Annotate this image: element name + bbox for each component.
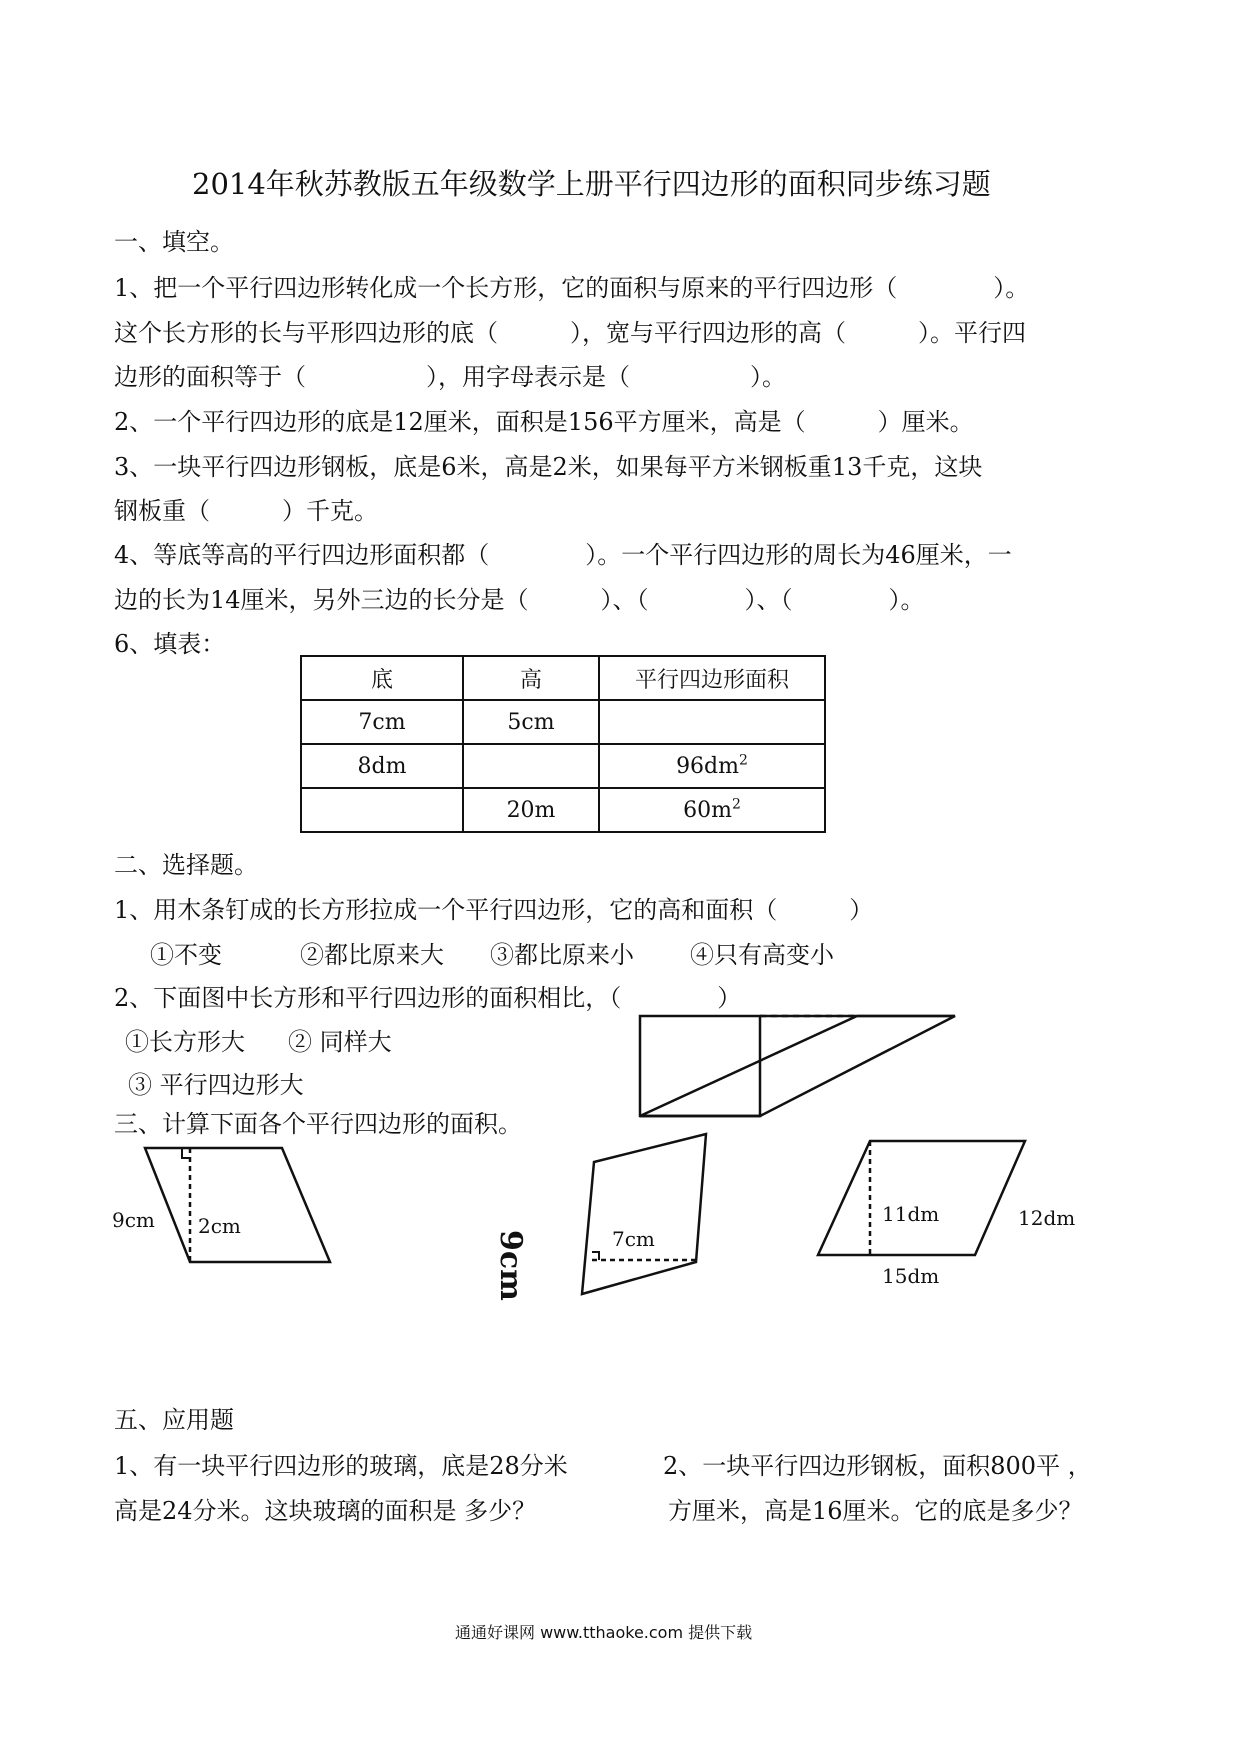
page-title: 2014年秋苏教版五年级数学上册平行四边形的面积同步练习题	[192, 167, 991, 201]
figure-label: 2cm	[198, 1214, 241, 1238]
question-line: 1、把一个平行四边形转化成一个长方形，它的面积与原来的平行四边形（ ）。	[114, 274, 1030, 302]
section-heading: 五、应用题	[114, 1406, 234, 1434]
figure-label: 11dm	[882, 1202, 940, 1226]
rect-vs-parallelogram-figure	[640, 1016, 955, 1116]
section-heading: 三、计算下面各个平行四边形的面积。	[114, 1110, 522, 1138]
superscript: 2	[731, 796, 741, 813]
question-line: 2、下面图中长方形和平行四边形的面积相比，（ ）	[114, 984, 742, 1012]
option: ①长方形大	[125, 1028, 245, 1056]
question-line: 高是24分米。这块玻璃的面积是 多少？	[114, 1497, 537, 1525]
parallelogram-figure-2	[582, 1134, 706, 1294]
table-cell: 8dm	[301, 744, 463, 788]
footer: 通通好课网 www.tthaoke.com 提供下载	[455, 1623, 753, 1642]
parallelogram-figure-1	[145, 1148, 330, 1262]
question-line: 钢板重（ ）千克。	[114, 497, 378, 525]
area-value: 96dm	[676, 753, 740, 779]
superscript: 2	[739, 752, 748, 769]
area-value: 60m	[683, 797, 732, 823]
figure-label: 12dm	[1018, 1206, 1076, 1230]
table-header: 底	[301, 656, 463, 700]
option: ①不变	[150, 941, 222, 969]
table-cell: 5cm	[463, 700, 599, 744]
question-line: 4、等底等高的平行四边形面积都（ ）。一个平行四边形的周长为46厘米，一	[114, 541, 1012, 569]
question-line: 边形的面积等于（ ），用字母表示是（ ）。	[114, 363, 786, 391]
option: ④只有高变小	[690, 941, 834, 969]
question-line: 方厘米，高是16厘米。它的底是多少？	[668, 1497, 1083, 1525]
figure-label: 9cm	[112, 1208, 155, 1232]
question-line: 2、一个平行四边形的底是12厘米，面积是156平方厘米，高是（ ）厘米。	[114, 408, 974, 436]
table-cell: 20m	[463, 788, 599, 832]
option: ③都比原来小	[490, 941, 634, 969]
section-heading: 一、填空。	[114, 228, 234, 256]
figure-label: 7cm	[612, 1227, 655, 1251]
figure-label: 9cm	[493, 1230, 528, 1301]
section-heading: 二、选择题。	[114, 851, 258, 879]
question-line: 6、填表：	[114, 630, 226, 658]
question-line: 3、一块平行四边形钢板，底是6米，高是2米，如果每平方米钢板重13千克，这块	[114, 453, 983, 481]
option: ②都比原来大	[300, 941, 444, 969]
question-line: 这个长方形的长与平形四边形的底（ ），宽与平行四边形的高（ ）。平行四	[114, 319, 1026, 347]
question-line: 2、一块平行四边形钢板，面积800平 ，	[663, 1452, 1092, 1480]
question-line: 边的长为14厘米，另外三边的长分是（ ）、（ ）、（ ）。	[114, 586, 925, 614]
table-cell: 7cm	[301, 700, 463, 744]
parallelogram-figure-3	[818, 1141, 1025, 1255]
table-header: 平行四边形面积	[599, 656, 825, 700]
option: ③ 平行四边形大	[128, 1071, 304, 1099]
question-line: 1、有一块平行四边形的玻璃，底是28分米	[114, 1452, 568, 1480]
option: ② 同样大	[288, 1028, 392, 1056]
table-header: 高	[463, 656, 599, 700]
question-line: 1、用木条钉成的长方形拉成一个平行四边形，它的高和面积（ ）	[114, 896, 874, 924]
figure-label: 15dm	[882, 1264, 940, 1288]
